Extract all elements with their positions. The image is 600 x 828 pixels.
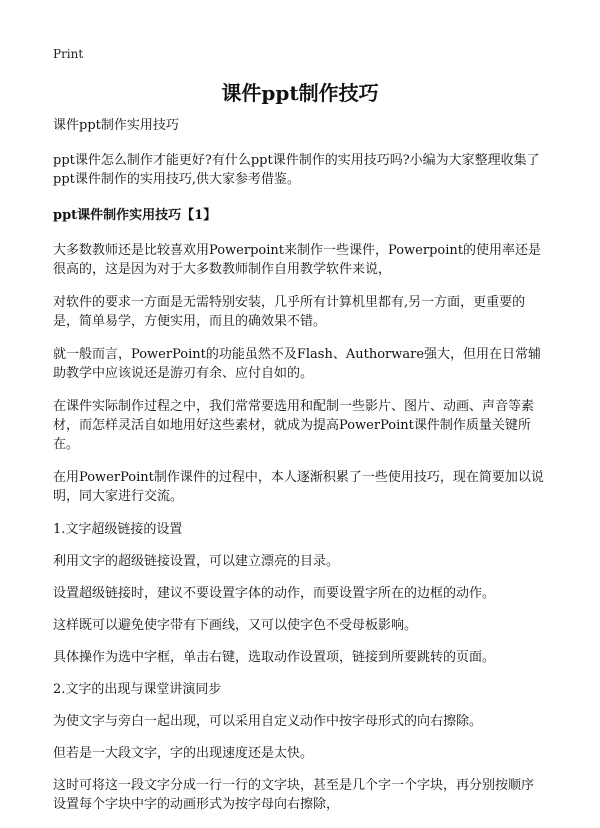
paragraph: 这时可将这一段文字分成一行一行的文字块，甚至是几个字一个字块，再分别按顺序设置每个字块中字的动画形式为按字母向右擦除， xyxy=(53,778,535,812)
paragraph: 在用PowerPoint制作课件的过程中，本人逐渐积累了一些使用技巧，现在简要加以说明，同大家进行交流。 xyxy=(53,470,544,504)
paragraph: 利用文字的超级链接设置，可以建立漂亮的目录。 xyxy=(53,554,340,569)
subtitle: 课件ppt制作实用技巧 xyxy=(53,118,179,133)
paragraph: 设置超级链接时，建议不要设置字体的动作，而要设置字所在的边框的动作。 xyxy=(53,586,496,601)
paragraph: 就一般而言，PowerPoint的功能虽然不及Flash、Authorware强大，但用在日常辅助教学中应该说还是游刃有余、应付自如的。 xyxy=(53,347,542,381)
intro-paragraph: ppt课件怎么制作才能更好?有什么ppt课件制作的实用技巧吗?小编为大家整理收集了ppt课件制作的实用技巧,供大家参考借鉴。 xyxy=(53,153,540,187)
page-title: 课件ppt制作技巧 xyxy=(221,81,379,105)
article-body xyxy=(53,116,545,827)
paragraph: 对软件的要求一方面是无需特别安装，几乎所有计算机里都有,另一方面，更重要的是，简单易学，方便实用，而且的确效果不错。 xyxy=(53,295,526,329)
paragraph: 这样既可以避免使字带有下画线，又可以使字色不受母板影响。 xyxy=(53,618,418,633)
paragraph: 具体操作为选中字框，单击右键，选取动作设置项，链接到所要跳转的页面。 xyxy=(53,650,496,665)
section-title: ppt课件制作实用技巧【1】 xyxy=(53,208,217,223)
paragraph: 大多数教师还是比较喜欢用Powerpoint来制作一些课件，Powerpoint的使用率还是很高的，这是因为对于大多数教师制作自用教学软件来说， xyxy=(53,243,541,277)
print-link[interactable]: Print xyxy=(53,47,84,61)
section-heading-1: 1.文字超级链接的设置 xyxy=(53,522,183,537)
paragraph: 在课件实际制作过程之中，我们常常要选用和配制一些影片、图片、动画、声音等素材，而怎样灵活自如地用好这些素材，就成为提高PowerPoint课件制作质量关键所在。 xyxy=(53,399,535,452)
section-heading-2: 2.文字的出现与课堂讲演同步 xyxy=(53,682,222,697)
paragraph: 为使文字与旁白一起出现，可以采用自定义动作中按字母形式的向右擦除。 xyxy=(53,714,483,729)
paragraph: 但若是一大段文字，字的出现速度还是太快。 xyxy=(53,746,314,761)
